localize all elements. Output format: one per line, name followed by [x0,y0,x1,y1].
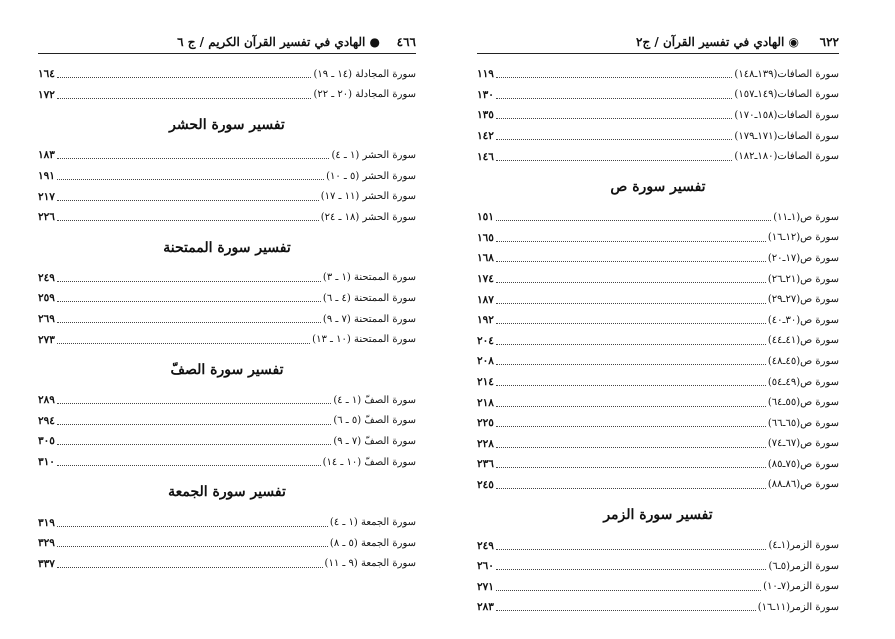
dot-leader [57,545,328,547]
dot-leader [496,363,766,365]
entry-page-number: ١٣٠ [477,88,494,101]
entry-label: سورة ص(١٧ـ٢٠) [767,252,839,264]
entry-page-number: ٢٢٥ [477,417,494,430]
entry-label: سورة الجمعة (٥ ـ ٨) [329,537,416,549]
entry-page-number: ١١٩ [477,68,494,81]
dot-leader [496,159,733,161]
entry-label: سورة الحشر (١١ ـ ١٧) [320,191,416,203]
dot-leader [496,589,761,591]
toc-entry [38,145,416,166]
entry-page-number: ٢٧١ [477,580,494,593]
book-title: ● الهادي في تفسير القرآن الكريم / ج ٦ [177,35,380,49]
entry-label: سورة ص(٤٥ـ٤٨) [767,355,839,367]
toc-entry [38,390,416,411]
entry-label: سورة الجمعة (٩ ـ ١١) [324,558,416,570]
dot-leader [57,525,328,527]
toc-entry [477,392,839,413]
toc-entry [477,331,839,352]
entry-label: سورة ص(٦٧ـ٧٤) [767,438,839,450]
entry-page-number: ٢٤٩ [38,271,55,284]
dot-leader [57,342,310,344]
entry-label: سورة الحشر (١٨ ـ ٢٤) [320,211,416,223]
toc-entry [38,452,416,473]
entry-label: سورة ص(٢٧ـ٢٩) [767,294,839,306]
entry-label: سورة الصافات(١٧١ـ١٧٩) [734,130,839,142]
dot-leader [496,548,767,550]
entry-page-number: ٢٦٠ [477,560,494,573]
dot-leader [496,466,766,468]
entry-label: سورة الزمر(٧ـ١٠) [763,581,839,593]
entry-page-number: ١٨٣ [38,149,55,162]
entry-page-number: ٢٤٩ [477,539,494,552]
dot-leader [496,219,771,221]
dot-leader [496,446,766,448]
toc-entry [477,146,839,167]
entry-page-number: ١٧٤ [477,273,494,286]
dot-leader [496,97,733,99]
entry-label: سورة الجمعة (١ ـ ٤) [329,517,416,529]
toc-entry [38,186,416,207]
toc-entry [477,413,839,434]
running-head [38,35,416,54]
entry-label: سورة ص(٢١ـ٢٦) [767,273,839,285]
dot-leader [57,97,312,99]
entry-label: سورة الزمر(٥ـ٦) [768,560,839,572]
entry-label: سورة الصافات(١٤٩ـ١٥٧) [734,89,839,101]
entry-page-number: ٣٣٧ [38,557,55,570]
entry-label: سورة الصفّ (٥ ـ ٦) [333,415,416,427]
section-heading: تفسير سورة الزمر [603,507,713,524]
dot-leader [496,322,766,324]
entry-page-number: ٢١٧ [38,190,55,203]
entry-label: سورة ص(١٢ـ١٦) [767,232,839,244]
entry-page-number: ٢٢٦ [38,211,55,224]
dot-leader [496,117,733,119]
entry-page-number: ٢٦٩ [38,313,55,326]
dot-leader [496,568,767,570]
dot-leader [57,423,331,425]
toc-entry [477,269,839,290]
entry-page-number: ٢٤٥ [477,478,494,491]
toc-entry [477,351,839,372]
entry-page-number: ١٩٢ [477,314,494,327]
entry-page-number: ٣١٠ [38,456,55,469]
entry-page-number: ١٩١ [38,170,55,183]
toc-entry [477,248,839,269]
toc-entry [38,512,416,533]
section-heading: تفسير سورة الحشر [169,117,285,134]
dot-leader [57,219,319,221]
entry-page-number: ١٥١ [477,211,494,224]
dot-leader [57,178,324,180]
entry-page-number: ١٨٧ [477,293,494,306]
toc-entry [38,268,416,289]
toc-entry [38,431,416,452]
toc-entry [477,126,839,147]
left-page [38,0,416,639]
entry-page-number: ١٧٢ [38,88,55,101]
dot-leader [57,199,319,201]
entry-label: سورة ص(١ـ١١) [773,211,839,223]
entry-label: سورة الصافات(١٣٩ـ١٤٨) [734,68,839,80]
toc-entry [38,309,416,330]
entry-label: سورة ص(٥٥ـ٦٤) [767,397,839,409]
book-title: ◉ الهادي في تفسير القرآن / ج٢ [636,35,799,49]
entry-label: سورة ص(٣٠ـ٤٠) [767,314,839,326]
section-heading: تفسير سورة الصفّ [170,361,284,378]
entry-page-number: ٢٣٦ [477,458,494,471]
entry-label: سورة الممتحنة (١٠ ـ ١٣) [312,334,416,346]
toc-entry [38,554,416,575]
dot-leader [57,402,331,404]
entry-page-number: ٢٢٨ [477,437,494,450]
entry-label: سورة الممتحنة (١ ـ ٣) [322,272,416,284]
toc-entry [38,166,416,187]
dot-leader [57,566,323,568]
right-page [477,0,839,639]
toc-entry [477,434,839,455]
toc-entry [477,310,839,331]
toc-entry [477,207,839,228]
toc-entry [477,556,839,577]
toc-entry [477,85,839,106]
dot-leader [57,76,312,78]
entry-label: سورة الصافات(١٨٠ـ١٨٢) [734,151,839,163]
entry-page-number: ٣٠٥ [38,435,55,448]
entry-page-number: ٢٥٩ [38,292,55,305]
entry-label: سورة الصافات(١٥٨ـ١٧٠) [734,109,839,121]
dot-leader [496,302,766,304]
entry-label: سورة المجادلة (٢٠ ـ ٢٢) [313,89,416,101]
dot-leader [496,405,766,407]
dot-leader [496,240,766,242]
toc-entry [477,105,839,126]
entry-page-number: ١٦٨ [477,252,494,265]
entry-page-number: ٢٨٣ [477,601,494,614]
toc-entry [38,207,416,228]
entry-page-number: ٣١٩ [38,516,55,529]
section-heading: تفسير سورة الجمعة [168,484,286,501]
dot-leader [496,343,766,345]
dot-leader [57,300,321,302]
entry-label: سورة الصفّ (٧ ـ ٩) [333,435,416,447]
entry-label: سورة الزمر(١ـ٤) [768,540,839,552]
dot-leader [496,384,766,386]
entry-label: سورة الحشر (٥ ـ ١٠) [326,170,416,182]
entry-page-number: ٣٢٩ [38,537,55,550]
page-number: ٦٢٢ [819,35,839,49]
dot-leader [496,138,733,140]
toc-entry [477,64,839,85]
entry-page-number: ١٣٥ [477,109,494,122]
dot-leader [57,464,321,466]
entry-label: سورة ص(٧٥ـ٨٥) [767,458,839,470]
entry-page-number: ١٦٤ [38,68,55,81]
dot-leader [496,609,756,611]
dot-leader [57,321,321,323]
running-head [477,35,839,54]
entry-page-number: ١٤٦ [477,150,494,163]
entry-page-number: ١٦٥ [477,231,494,244]
toc-entry [38,85,416,106]
dot-leader [57,280,321,282]
entry-label: سورة ص(٤١ـ٤٤) [767,335,839,347]
entry-label: سورة الممتحنة (٧ ـ ٩) [322,313,416,325]
toc-entry [38,288,416,309]
section-heading: تفسير سورة ص [610,178,706,195]
dot-leader [496,260,766,262]
entry-label: سورة المجادلة (١٤ ـ ١٩) [313,68,416,80]
entry-label: سورة الزمر(١١ـ١٦) [757,601,839,613]
entry-label: سورة الصفّ (١٠ ـ ١٤) [322,456,416,468]
entry-page-number: ٢١٤ [477,376,494,389]
entry-label: سورة الصفّ (١ ـ ٤) [333,394,416,406]
entry-page-number: ١٤٢ [477,130,494,143]
entry-page-number: ٢٧٣ [38,333,55,346]
page-number: ٤٦٦ [396,35,416,49]
entry-page-number: ٢٨٩ [38,394,55,407]
toc-entry [477,372,839,393]
toc-list [38,64,416,574]
dot-leader [57,157,330,159]
entry-label: سورة ص(٨٦ـ٨٨) [767,479,839,491]
section-heading: تفسير سورة الممتحنة [163,239,291,256]
entry-page-number: ٢٩٤ [38,414,55,427]
toc-list [477,64,839,618]
entry-page-number: ٢٠٤ [477,334,494,347]
toc-entry [477,576,839,597]
dot-leader [496,281,766,283]
toc-entry [38,64,416,85]
entry-page-number: ٢٠٨ [477,355,494,368]
toc-entry [38,411,416,432]
toc-entry [477,597,839,618]
dot-leader [57,443,331,445]
dot-leader [496,76,733,78]
entry-label: سورة ص(٤٩ـ٥٤) [767,376,839,388]
toc-entry [477,454,839,475]
toc-entry [477,289,839,310]
dot-leader [496,425,766,427]
dot-leader [496,487,766,489]
toc-entry [38,329,416,350]
toc-entry [477,475,839,496]
toc-entry [38,533,416,554]
toc-entry [477,228,839,249]
entry-label: سورة ص(٦٥ـ٦٦) [767,417,839,429]
entry-page-number: ٢١٨ [477,396,494,409]
toc-entry [477,535,839,556]
entry-label: سورة الممتحنة (٤ ـ ٦) [322,292,416,304]
entry-label: سورة الحشر (١ ـ ٤) [331,149,416,161]
